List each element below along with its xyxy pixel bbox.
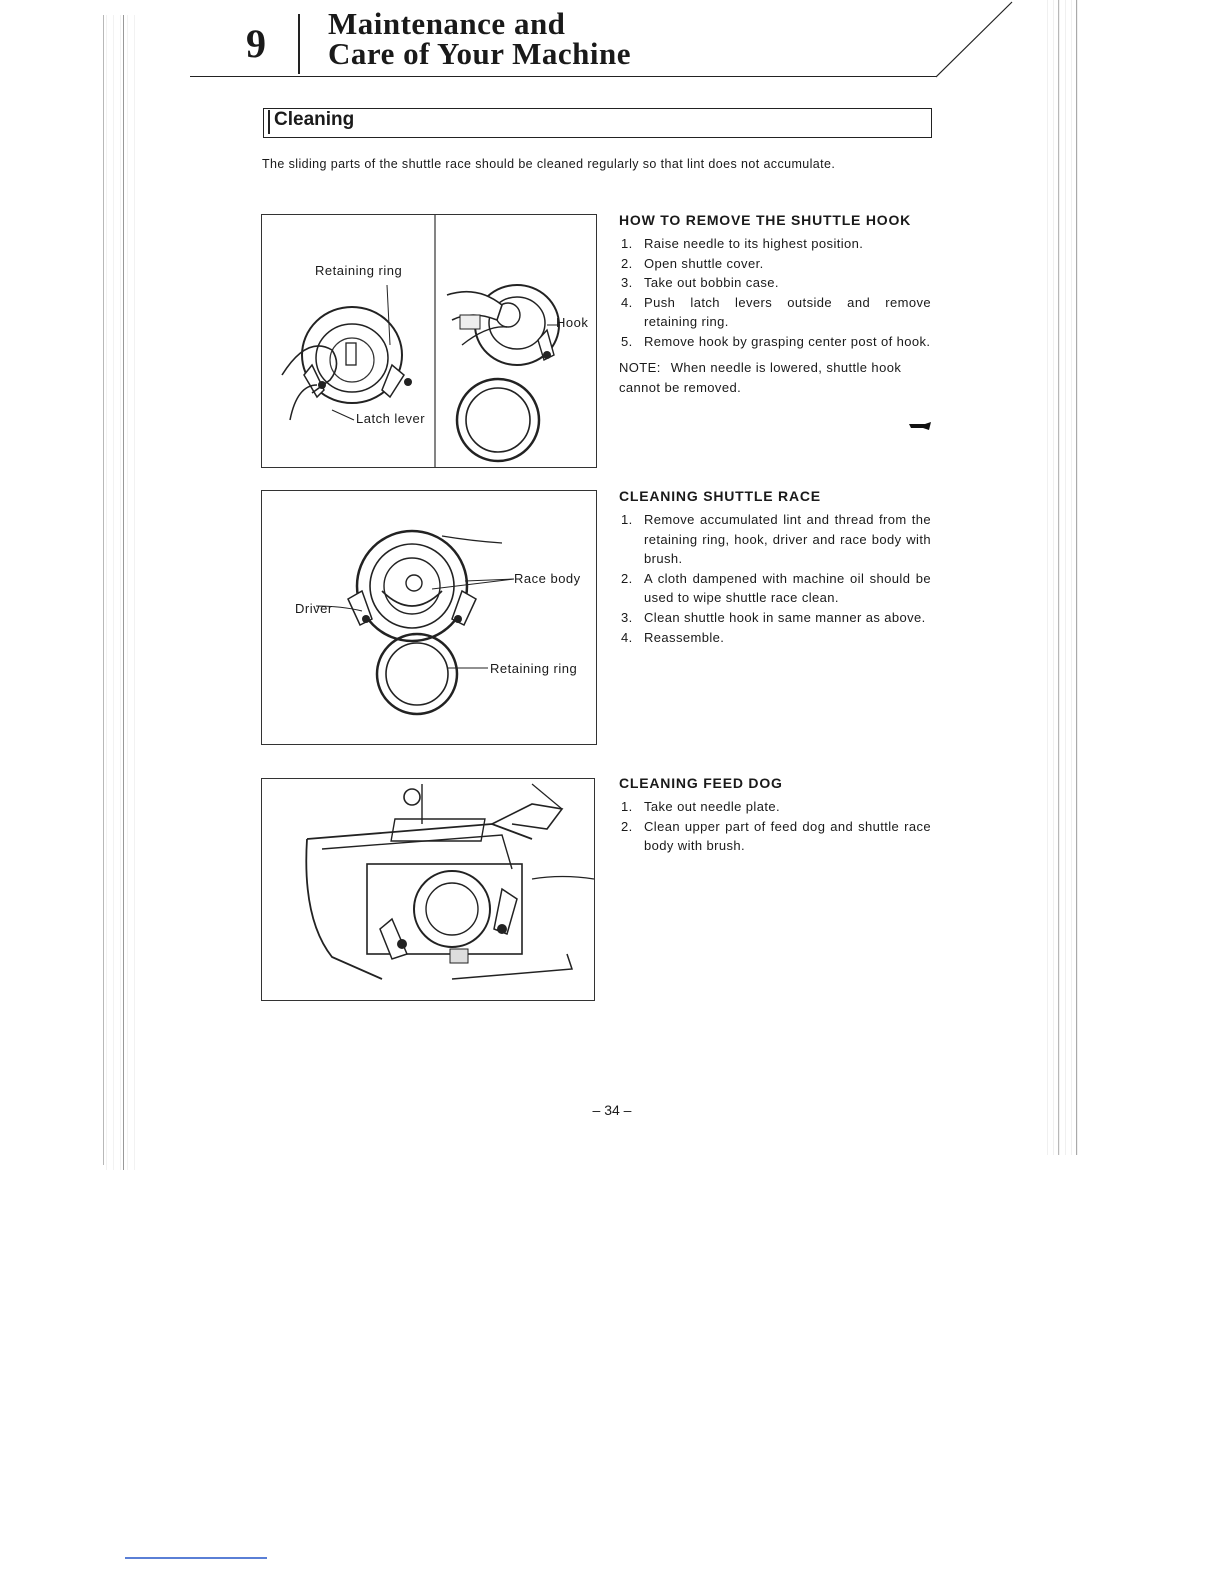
remove-hook-heading: HOW TO REMOVE THE SHUTTLE HOOK (619, 212, 912, 228)
chapter-title-line1: Maintenance and (328, 6, 566, 41)
list-item: 3. Take out bobbin case. (621, 275, 779, 291)
shuttle-race-illustration (262, 491, 596, 744)
clean-feed-heading: CLEANING FEED DOG (619, 775, 783, 791)
label-latch-lever: Latch lever (356, 411, 426, 426)
list-item: 1. Remove accumulated lint and thread from the retaining ring, hook, driver and race body with brush. (621, 512, 931, 567)
page-number: – 34 – (592, 1102, 632, 1118)
chapter-divider (298, 14, 300, 74)
list-item: 3. Clean shuttle hook in same manner as above. (621, 609, 926, 625)
intro-paragraph: The sliding parts of the shuttle race should be cleaned regularly so that lint does not accumulate. (262, 157, 836, 171)
footnote-rule (125, 1557, 267, 1559)
clean-feed-block (619, 775, 931, 856)
chapter-title (328, 6, 632, 71)
list-item: 4. Reassemble. (621, 629, 725, 645)
shuttle-hook-illustration (262, 215, 596, 467)
remove-hook-block (619, 212, 931, 398)
scan-line (1058, 0, 1059, 1155)
scan-line (123, 15, 124, 1170)
list-item: 2. A cloth dampened with machine oil should be used to wipe shuttle race clean. (621, 570, 931, 606)
feed-dog-illustration (262, 779, 594, 1000)
scan-edge-right (1042, 0, 1080, 1155)
figure-feed-dog (261, 778, 595, 1001)
figure-shuttle-race (261, 490, 597, 745)
note-text: When needle is lowered, shuttle hook cannot be removed. (619, 359, 902, 395)
section-heading-bar (268, 110, 270, 134)
section-title: Cleaning (274, 109, 355, 130)
list-item: 4. Push latch levers outside and remove retaining ring. (621, 294, 931, 330)
figure-remove-hook (261, 214, 597, 468)
clean-race-heading: CLEANING SHUTTLE RACE (619, 488, 821, 504)
chapter-number: 9 (246, 21, 266, 66)
scan-line (1076, 0, 1077, 1155)
chapter-title-line2: Care of Your Machine (328, 36, 632, 71)
list-item: 5. Remove hook by grasping center post of hook. (621, 333, 931, 349)
continue-arrow-icon (909, 422, 931, 432)
scan-edge-left (100, 15, 140, 1170)
header-rule (190, 76, 936, 77)
label-retaining-ring-2: Retaining ring (490, 661, 578, 676)
list-item: 2. Open shuttle cover. (621, 255, 764, 271)
label-hook: Hook (556, 315, 589, 330)
section-heading-box (263, 108, 932, 138)
list-item: 1. Raise needle to its highest position. (621, 236, 864, 251)
list-item: 2. Clean upper part of feed dog and shuttle race body with brush. (621, 818, 931, 854)
note (619, 358, 931, 398)
remove-hook-steps (619, 234, 931, 352)
clean-feed-steps (619, 797, 931, 856)
scan-line (103, 15, 104, 1165)
list-item: 1. Take out needle plate. (621, 799, 781, 814)
label-retaining-ring: Retaining ring (315, 263, 403, 278)
header-diagonal (936, 0, 1016, 80)
clean-race-block (619, 488, 931, 647)
label-driver: Driver (295, 601, 333, 616)
note-label: NOTE: (619, 359, 661, 375)
clean-race-steps (619, 510, 931, 647)
label-race-body: Race body (514, 571, 581, 586)
